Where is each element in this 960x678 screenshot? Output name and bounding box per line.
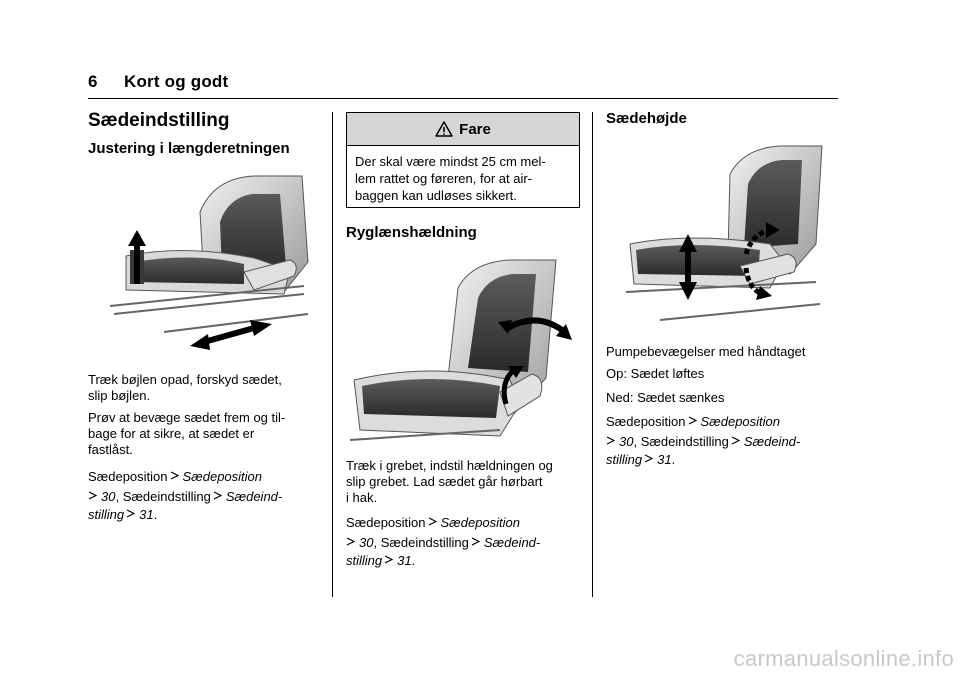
page-ref-arrow-icon [428,517,437,526]
ref-link[interactable]: Sædeposition [440,515,520,530]
cross-reference [606,412,800,468]
text-line: Træk bøjlen opad, forskyd sædet, [88,372,282,387]
text-line: lem rattet og føreren, for at air- [355,171,533,186]
ref-link[interactable]: Sædeind- [225,489,283,504]
ref-label: Sædeposition [88,469,168,484]
text-line: Træk i grebet, indstil hældningen og [346,458,553,473]
text-line: Prøv at bevæge sædet frem og til- [88,410,286,425]
ref-label: , Sædeindstilling [633,434,729,449]
seat-slide-illustration [104,172,312,356]
warning-triangle-icon [435,121,453,137]
seat-recline-illustration [350,258,576,448]
ref-link[interactable]: stilling [88,507,125,522]
page-ref-arrow-icon [731,436,740,445]
instruction-paragraph [346,458,553,506]
warning-body [347,146,579,211]
ref-label: Sædeposition [606,414,686,429]
column-divider-2 [592,112,593,597]
section-heading: Ryglænshældning [346,224,477,241]
cross-reference [88,467,282,523]
warning-box [346,112,580,208]
text-line: Op: Sædet løftes [606,366,705,381]
ref-label: , Sædeindstilling [373,535,469,550]
ref-link[interactable]: stilling [346,553,383,568]
page-ref-arrow-icon [126,509,135,518]
page-ref-arrow-icon [644,454,653,463]
warning-title: Fare [459,120,491,138]
ref-page[interactable]: 31 [657,452,672,467]
ref-end: . [153,507,158,522]
ref-link[interactable]: Sædeposition [700,414,780,429]
ref-end: . [671,452,676,467]
text-line: Pumpebevægelser med håndtaget [606,344,806,359]
subsection-heading: Justering i længderetningen [88,140,290,157]
text-line: i hak. [346,490,378,505]
page-ref-arrow-icon [170,471,179,480]
text-line: slip grebet. Lad sædet går hørbart [346,474,543,489]
chapter-title: Kort og godt [124,72,229,91]
ref-end: . [411,553,416,568]
seat-height-illustration [620,144,826,324]
text-line: fastlåst. [88,442,133,457]
instruction-paragraph-2 [88,410,285,458]
ref-page[interactable]: 31 [397,553,412,568]
warning-header [347,113,579,146]
watermark: carmanualsonline.info [733,646,954,671]
header-rule [88,98,838,99]
ref-page[interactable]: 30 [101,489,116,504]
page-ref-arrow-icon [346,537,355,546]
column-divider-1 [332,112,333,597]
text-line: baggen kan udløses sikkert. [355,188,517,203]
ref-label: Sædeposition [346,515,426,530]
page-ref-arrow-icon [688,416,697,425]
ref-link[interactable]: Sædeposition [182,469,262,484]
page-ref-arrow-icon [213,491,222,500]
page-ref-arrow-icon [471,537,480,546]
ref-link[interactable]: stilling [606,452,643,467]
ref-link[interactable]: Sædeind- [483,535,541,550]
text-line: bage for at sikre, at sædet er [88,426,255,441]
ref-page[interactable]: 31 [139,507,154,522]
page-number: 6 [88,72,98,91]
ref-page[interactable]: 30 [359,535,374,550]
cross-reference [346,513,540,569]
text-line: Der skal være mindst 25 cm mel- [355,154,546,169]
page-ref-arrow-icon [384,555,393,564]
page-ref-arrow-icon [606,436,615,445]
ref-link[interactable]: Sædeind- [743,434,801,449]
section-heading: Sædehøjde [606,110,687,127]
ref-label: , Sædeindstilling [115,489,211,504]
text-line: slip bøjlen. [88,388,151,403]
instruction-paragraph-1 [88,372,282,404]
page-ref-arrow-icon [88,491,97,500]
section-heading: Sædeindstilling [88,110,230,131]
ref-page[interactable]: 30 [619,434,634,449]
page-header [88,72,228,92]
text-line: Ned: Sædet sænkes [606,390,725,405]
